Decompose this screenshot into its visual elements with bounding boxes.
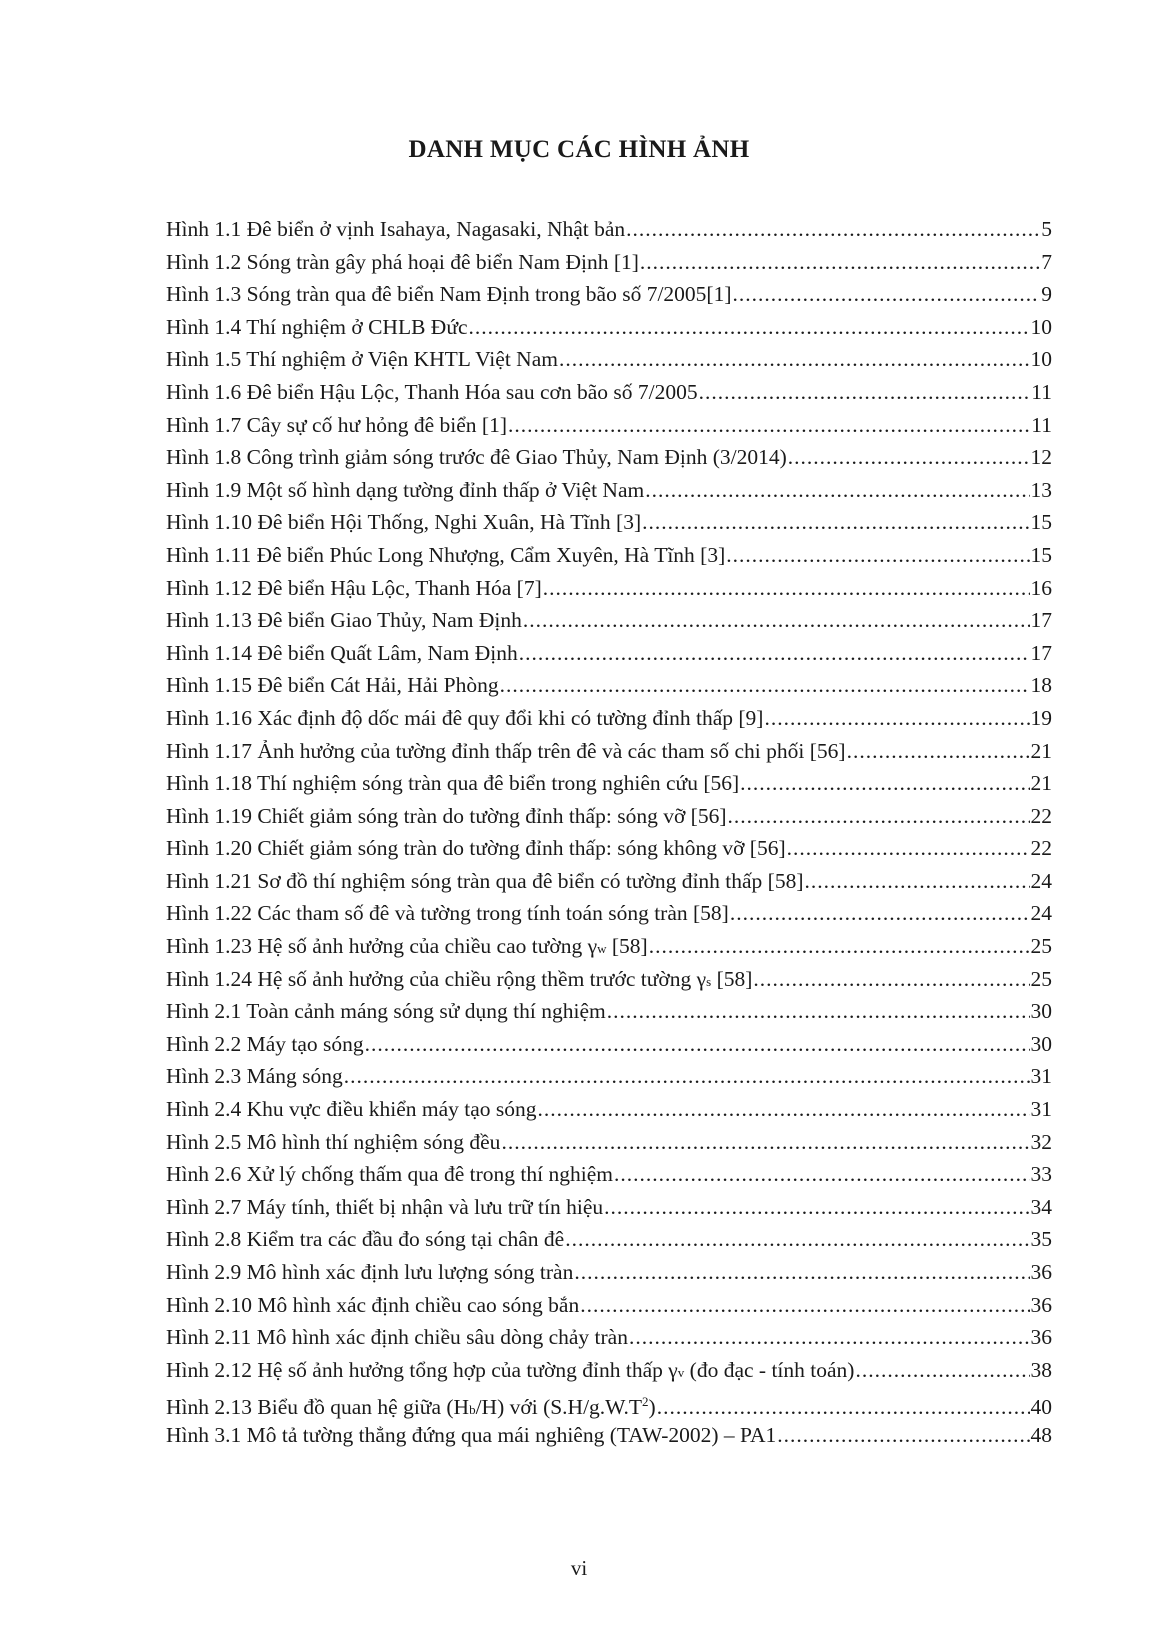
entry-label: Hình 1.22 Các tham số đê và tường trong tính toán sóng tràn [58] xyxy=(166,901,729,926)
entry-label: Hình 1.10 Đê biển Hội Thống, Nghi Xuân, Hà Tĩnh [3] xyxy=(166,510,642,535)
entry-page: 36 xyxy=(1030,1260,1052,1284)
entry-page: 30 xyxy=(1030,999,1052,1024)
entry-page: 9 xyxy=(1041,282,1052,307)
entry-page: 5 xyxy=(1041,217,1052,241)
entry-label: Hình 2.7 Máy tính, thiết bị nhận và lưu trữ tín hiệu xyxy=(166,1194,604,1219)
dot-leader xyxy=(565,1223,1029,1256)
dot-leader xyxy=(519,637,1030,670)
entry-page: 21 xyxy=(1030,738,1052,763)
list-item xyxy=(166,213,1052,246)
entry-page: 21 xyxy=(1030,771,1052,796)
entry-page: 32 xyxy=(1030,1129,1052,1154)
page-number: vi xyxy=(570,1556,588,1580)
list-item xyxy=(166,735,1052,768)
dot-leader xyxy=(629,1321,1030,1354)
entry-page: 11 xyxy=(1031,412,1052,437)
dot-leader xyxy=(500,669,1030,702)
entry-label: Hình 1.21 Sơ đồ thí nghiệm sóng tràn qua đê biển có tường đỉnh thấp [58] xyxy=(166,868,804,893)
entry-page: 34 xyxy=(1030,1194,1052,1219)
list-item xyxy=(166,865,1052,898)
list-item xyxy=(166,1126,1052,1159)
dot-leader xyxy=(543,572,1030,605)
list-item xyxy=(166,1289,1052,1322)
list-item xyxy=(166,995,1052,1028)
entry-label: Hình 2.5 Mô hình thí nghiệm sóng đều xyxy=(166,1129,501,1154)
dot-leader xyxy=(508,409,1030,442)
entry-label: Hình 2.9 Mô hình xác định lưu lượng sóng tràn xyxy=(166,1260,574,1284)
entry-label: Hình 2.8 Kiểm tra các đầu đo sóng tại chân đê xyxy=(166,1227,565,1252)
list-item xyxy=(166,343,1052,376)
entry-label: Hình 1.8 Công trình giảm sóng trước đê Giao Thủy, Nam Định (3/2014) xyxy=(166,445,787,470)
dot-leader xyxy=(501,1126,1029,1159)
entry-label: Hình 1.19 Chiết giảm sóng tràn do tường đỉnh thấp: sóng vỡ [56] xyxy=(166,803,727,828)
entry-label: Hình 2.13 Biểu đồ quan hệ giữa (Hb/H) với $(S.H/g.W.T^2)$ xyxy=(166,1394,656,1420)
entry-page: 13 xyxy=(1030,477,1052,502)
list-item xyxy=(166,1060,1052,1093)
dot-leader xyxy=(733,278,1041,311)
dot-leader xyxy=(523,604,1030,637)
list-item xyxy=(166,539,1052,572)
dot-leader xyxy=(574,1256,1029,1289)
entry-page: 15 xyxy=(1030,510,1052,535)
entry-label: Hình 2.12 Hệ số ảnh hưởng tổng hợp của tường đỉnh thấp γv (đo đạc - tính toán) xyxy=(166,1357,855,1382)
list-item xyxy=(166,1419,1052,1452)
list-item xyxy=(166,702,1052,735)
list-item xyxy=(166,897,1052,930)
dot-leader xyxy=(640,246,1040,279)
entry-page: 24 xyxy=(1030,901,1052,926)
entry-label: Hình 1.13 Đê biển Giao Thủy, Nam Định xyxy=(166,608,522,633)
entry-page: 22 xyxy=(1030,803,1052,828)
entry-page: 25 xyxy=(1030,934,1052,959)
list-item xyxy=(166,637,1052,670)
list-item xyxy=(166,409,1052,442)
entry-page: 10 xyxy=(1030,347,1052,372)
entry-page: 31 xyxy=(1030,1064,1052,1089)
entry-label: Hình 1.17 Ảnh hưởng của tường đỉnh thấp trên đê và các tham số chi phối [56] xyxy=(166,738,846,763)
entry-page: 16 xyxy=(1030,575,1052,600)
entry-label: Hình 1.9 Một số hình dạng tường đỉnh thấp ở Việt Nam xyxy=(166,477,645,502)
list-item xyxy=(166,506,1052,539)
dot-leader xyxy=(726,539,1029,572)
dot-leader xyxy=(730,897,1030,930)
entry-page: 35 xyxy=(1030,1227,1052,1252)
entry-page: 33 xyxy=(1030,1162,1052,1187)
list-item xyxy=(166,1223,1052,1256)
dot-leader xyxy=(604,1191,1029,1224)
entry-page: 19 xyxy=(1030,705,1052,730)
entry-label: Hình 2.4 Khu vực điều khiển máy tạo sóng xyxy=(166,1097,537,1122)
list-item xyxy=(166,474,1052,507)
dot-leader xyxy=(365,1028,1030,1061)
entry-page: 24 xyxy=(1030,868,1052,893)
list-item xyxy=(166,1191,1052,1224)
entry-page: 11 xyxy=(1031,379,1052,404)
list-item xyxy=(166,246,1052,279)
list-item xyxy=(166,572,1052,605)
entry-page: 10 xyxy=(1030,314,1052,339)
entry-label: Hình 1.16 Xác định độ dốc mái đê quy đổi khi có tường đỉnh thấp [9] xyxy=(166,705,764,730)
list-item xyxy=(166,1354,1052,1387)
entry-label: Hình 2.6 Xử lý chống thấm qua đê trong thí nghiệm xyxy=(166,1162,613,1187)
page-title: DANH MỤC CÁC HÌNH ẢNH xyxy=(408,136,750,163)
entry-page: 40 xyxy=(1030,1395,1052,1420)
entry-page: 7 xyxy=(1041,249,1052,274)
list-item xyxy=(166,278,1052,311)
list-item xyxy=(166,1093,1052,1126)
entry-page: 48 xyxy=(1030,1422,1052,1447)
entry-page: 22 xyxy=(1030,836,1052,861)
entry-label: Hình 2.1 Toàn cảnh máng sóng sử dụng thí nghiệm xyxy=(166,999,606,1024)
entry-label: Hình 1.23 Hệ số ảnh hưởng của chiều cao tường γw [58] xyxy=(166,934,648,959)
entry-page: 18 xyxy=(1030,673,1052,698)
entry-page: 15 xyxy=(1030,542,1052,567)
entry-label: Hình 1.1 Đê biển ở vịnh Isahaya, Nagasaki, Nhật bản xyxy=(166,217,626,241)
entry-label: Hình 1.14 Đê biển Quất Lâm, Nam Định xyxy=(166,640,518,665)
entry-label: Hình 1.24 Hệ số ảnh hưởng của chiều rộng thềm trước tường γs [58] xyxy=(166,966,753,991)
dot-leader xyxy=(740,767,1029,800)
entry-page: 25 xyxy=(1030,966,1052,991)
entry-label: Hình 1.20 Chiết giảm sóng tràn do tường đỉnh thấp: sóng không vỡ [56] xyxy=(166,836,786,861)
dot-leader xyxy=(777,1419,1029,1452)
entry-page: 12 xyxy=(1030,445,1052,470)
dot-leader xyxy=(805,865,1030,898)
entry-label: Hình 1.2 Sóng tràn gây phá hoại đê biển Nam Định [1] xyxy=(166,249,639,274)
entry-label: Hình 1.3 Sóng tràn qua đê biển Nam Định trong bão số 7/2005[1] xyxy=(166,282,732,307)
entry-label: Hình 2.3 Máng sóng xyxy=(166,1064,343,1089)
dot-leader xyxy=(642,506,1029,539)
entry-label: Hình 2.10 Mô hình xác định chiều cao sóng bắn xyxy=(166,1292,580,1317)
entry-label: Hình 1.12 Đê biển Hậu Lộc, Thanh Hóa [7] xyxy=(166,575,542,600)
dot-leader xyxy=(626,213,1040,246)
entry-label: Hình 1.15 Đê biển Cát Hải, Hải Phòng xyxy=(166,673,499,698)
dot-leader xyxy=(847,735,1030,768)
dot-leader xyxy=(645,474,1029,507)
entry-page: 36 xyxy=(1030,1292,1052,1317)
entry-label: Hình 2.2 Máy tạo sóng xyxy=(166,1031,364,1056)
list-item xyxy=(166,376,1052,409)
entry-label: Hình 1.6 Đê biển Hậu Lộc, Thanh Hóa sau cơn bão số 7/2005 xyxy=(166,379,698,404)
entry-label: Hình 1.11 Đê biển Phúc Long Nhượng, Cẩm Xuyên, Hà Tĩnh [3] xyxy=(166,542,726,567)
entry-label: Hình 3.1 Mô tả tường thẳng đứng qua mái nghiêng (TAW-2002) – PA1 xyxy=(166,1422,777,1447)
dot-leader xyxy=(559,343,1030,376)
dot-leader xyxy=(538,1093,1030,1126)
entry-page: 36 xyxy=(1030,1325,1052,1350)
dot-leader xyxy=(649,930,1030,963)
entry-page: 38 xyxy=(1030,1357,1052,1382)
dot-leader xyxy=(614,1158,1030,1191)
list-item xyxy=(166,963,1052,996)
entry-page: 30 xyxy=(1030,1031,1052,1056)
list-item xyxy=(166,604,1052,637)
list-item xyxy=(166,669,1052,702)
entry-label: Hình 1.4 Thí nghiệm ở CHLB Đức xyxy=(166,314,468,339)
list-item xyxy=(166,311,1052,344)
dot-leader xyxy=(855,1354,1029,1387)
dot-leader xyxy=(787,832,1030,865)
list-item xyxy=(166,1386,1052,1419)
figure-list xyxy=(166,213,1052,1452)
dot-leader xyxy=(753,963,1029,996)
dot-leader xyxy=(788,441,1030,474)
entry-page: 17 xyxy=(1030,608,1052,633)
entry-label: Hình 1.7 Cây sự cố hư hỏng đê biển [1] xyxy=(166,412,507,437)
list-item xyxy=(166,441,1052,474)
dot-leader xyxy=(764,702,1029,735)
list-item xyxy=(166,767,1052,800)
entry-label: Hình 1.5 Thí nghiệm ở Viện KHTL Việt Nam xyxy=(166,347,558,372)
list-item xyxy=(166,1158,1052,1191)
list-item xyxy=(166,1256,1052,1289)
list-item xyxy=(166,1028,1052,1061)
dot-leader xyxy=(607,995,1030,1028)
list-item xyxy=(166,800,1052,833)
entry-page: 17 xyxy=(1030,640,1052,665)
list-item xyxy=(166,1321,1052,1354)
list-item xyxy=(166,832,1052,865)
dot-leader xyxy=(469,311,1030,344)
entry-label: Hình 1.18 Thí nghiệm sóng tràn qua đê biển trong nghiên cứu [56] xyxy=(166,771,740,796)
dot-leader xyxy=(699,376,1031,409)
entry-label: Hình 2.11 Mô hình xác định chiều sâu dòng chảy tràn xyxy=(166,1325,628,1350)
dot-leader xyxy=(580,1289,1029,1322)
list-item xyxy=(166,930,1052,963)
dot-leader xyxy=(728,800,1030,833)
entry-page: 31 xyxy=(1030,1097,1052,1122)
dot-leader xyxy=(344,1060,1030,1093)
